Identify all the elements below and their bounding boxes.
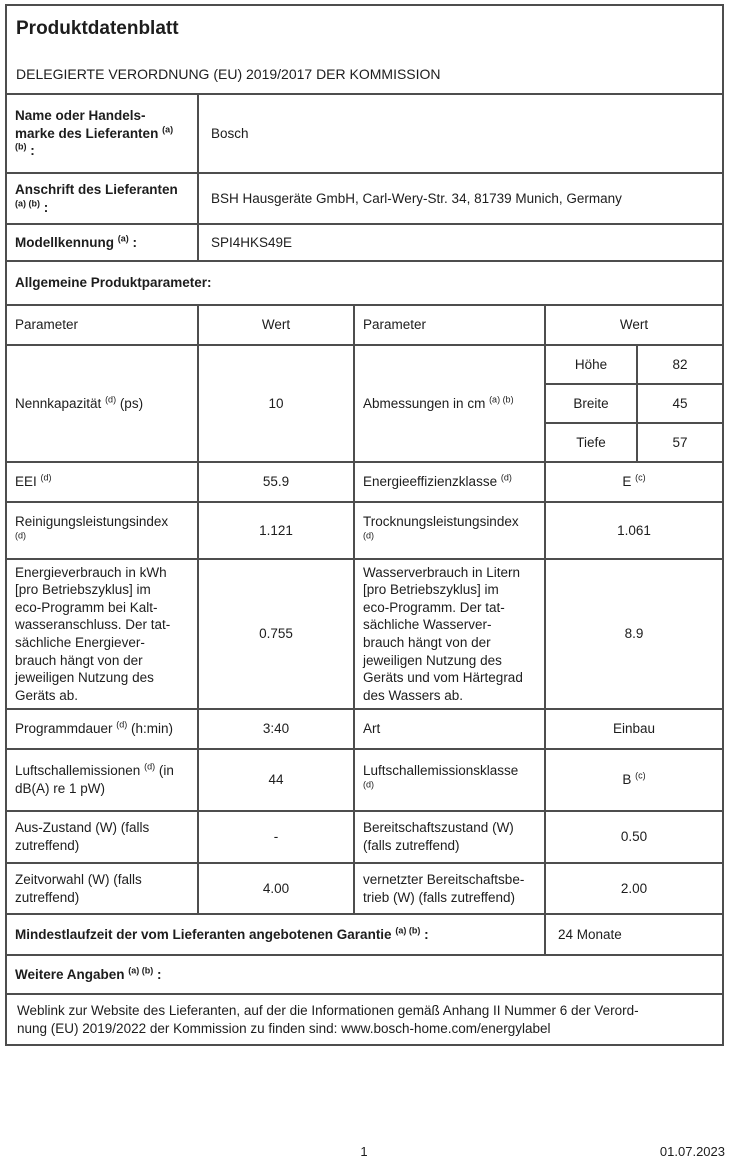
dimension-row [546,346,722,383]
param-value: 8.9 [544,560,722,708]
dimension-row [546,422,722,461]
column-header-row [7,304,722,344]
param-value: - [197,812,353,862]
param-label: Luftschallemissionen $^{(d)}$ (in dB(A) re 1 pW) [15,761,174,796]
param-value: E $^{(c)}$ [544,463,722,501]
param-label: Wasserverbrauch in Litern [pro Betriebszyklus] im eco-Programm. Der tat- sächliche Wasserver- brauch hängt von der jeweiligen Nutzung des Geräts und vom Härtegrad des Wassers ab. [353,560,544,708]
col-header-parameter-right: Parameter [353,306,544,344]
col-header-wert-left: Wert [197,306,353,344]
dimensions-table [544,346,722,461]
param-label: Luftschallemissionsklasse $^{(d)}$ [353,750,544,810]
param-label: Reinigungsleistungsindex $^{(d)}$ [15,513,169,540]
param-value: 1.121 [197,503,353,558]
page-number: 1 [360,1144,368,1159]
supplier-name-row [7,93,722,172]
dimension-value: 82 [636,346,722,383]
param-value: 0.50 [544,812,722,862]
param-label: Bereitschaftszustand (W) (falls zutreffend) [353,812,544,862]
param-value: Einbau [544,710,722,748]
param-row-eei [7,461,722,501]
param-label: Trocknungsleistungsindex $^{(d)}$ [353,503,544,558]
dimension-value: 45 [636,385,722,422]
param-row-off-mode [7,810,722,862]
param-label: Abmessungen in cm $^{(a) (b)}$ [353,346,544,461]
param-label: Energieeffizienzklasse $^{(d)}$ [353,463,544,501]
param-value: 3:40 [197,710,353,748]
dimension-label: Höhe [574,356,608,372]
param-value: 2.00 [544,864,722,913]
dimension-label: Tiefe [576,434,606,450]
dimension-row [546,383,722,422]
model-id-row [7,223,722,260]
param-value: 0.755 [197,560,353,708]
supplier-name-value: Bosch [197,95,722,172]
guarantee-row [7,913,722,954]
param-label: Energieverbrauch in kWh [pro Betriebszyklus] im eco-Programm bei Kalt- wasseranschluss. Der tat- sächliche Energiever- brauch hängt von der jeweiligen Nutzung des Geräts ab. [15,564,171,703]
supplier-address-label: Anschrift des Lieferanten $^{(a) (b)}$ : [15,181,178,215]
general-params-header: Allgemeine Produktparameter: [15,275,212,291]
param-value: 55.9 [197,463,353,501]
param-label: EEI $^{(d)}$ [15,472,52,490]
regulation-subtitle: DELEGIERTE VERORDNUNG (EU) 2019/2017 DER KOMMISSION [16,66,441,82]
guarantee-label: Mindestlaufzeit der vom Lieferanten angebotenen Garantie $^{(a) (b)}$ : [15,925,429,942]
further-info-row [7,954,722,993]
param-value: 4.00 [197,864,353,913]
param-row-capacity [7,344,722,461]
further-info-label: Weitere Angaben $^{(a) (b)}$ : [15,965,162,982]
supplier-name-label: Name oder Handels- marke des Lieferanten $^{(a)}$ $^{(b)}$ : [15,108,174,159]
model-id-value: SPI4HKS49E [197,225,722,260]
dimension-label: Breite [573,395,609,411]
param-value: 1.061 [544,503,722,558]
param-row-noise [7,748,722,810]
param-value: 10 [197,346,353,461]
param-label: Zeitvorwahl (W) (falls zutreffend) [15,871,142,905]
param-label: Art [353,710,544,748]
guarantee-value: 24 Monate [544,915,722,954]
param-label: Aus-Zustand (W) (falls zutreffend) [15,820,150,853]
col-header-parameter-left: Parameter [15,317,79,333]
col-header-wert-right: Wert [544,306,722,344]
model-id-label: Modellkennung $^{(a)}$ : [15,233,137,250]
footer-date: 01.07.2023 [659,1144,725,1159]
weblink-row [7,993,722,1044]
param-row-cleaning-index [7,501,722,558]
page-title: Produktdatenblatt [16,18,179,39]
param-label: vernetzter Bereitschaftsbe- trieb (W) (falls zutreffend) [353,864,544,913]
general-params-header-row [7,260,722,304]
supplier-address-value: BSH Hausgeräte GmbH, Carl-Wery-Str. 34, 81739 Munich, Germany [197,174,722,223]
param-row-consumption [7,558,722,708]
param-value: 44 [197,750,353,810]
weblink-text: Weblink zur Website des Lieferanten, auf der die Informationen gemäß Anhang II Nummer 6 der Verord- nung (EU) 2019/2022 der Kommission zu finden sind: www.bosch-home.com/energylabel [17,1002,639,1036]
supplier-address-row [7,172,722,223]
param-label: Programmdauer $^{(d)}$ (h:min) [15,719,174,737]
title-block [7,6,722,93]
param-label: Nennkapazität $^{(d)}$ (ps) [15,394,144,411]
datasheet-table [5,4,724,1046]
param-row-delay-start [7,862,722,913]
param-row-programme [7,708,722,748]
param-value: B $^{(c)}$ [544,750,722,810]
page-footer [5,1144,723,1164]
dimension-value: 57 [636,424,722,461]
